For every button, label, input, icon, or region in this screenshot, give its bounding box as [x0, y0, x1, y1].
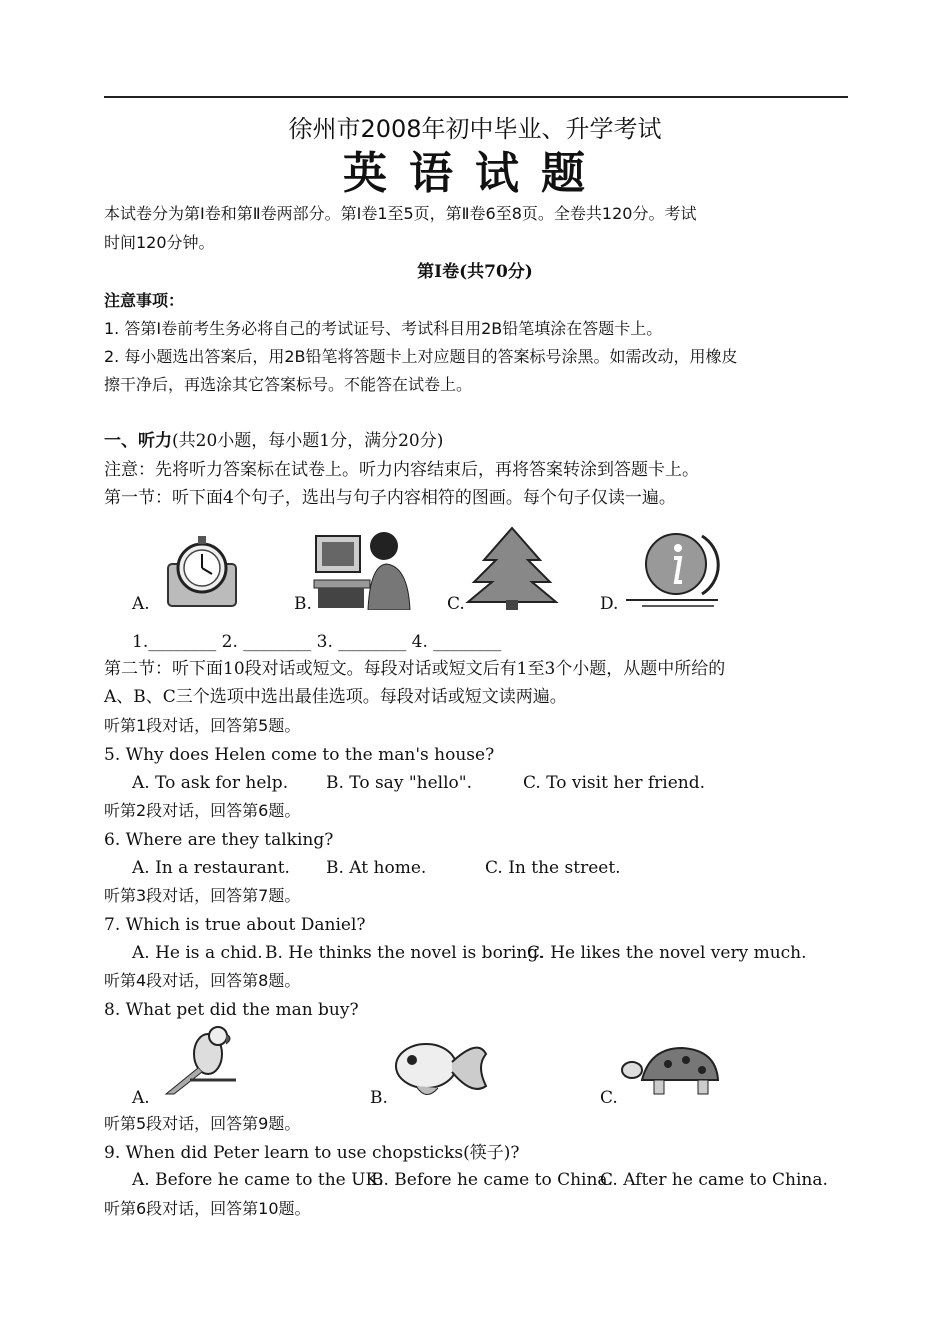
- intro-line: 时间120分钟。: [104, 233, 215, 252]
- computer-user-icon: [312, 526, 412, 614]
- exam-title: 英语试题: [343, 148, 607, 199]
- dialogue-intro: 听第6段对话，回答第10题。: [104, 1199, 311, 1218]
- dialogue-intro: 听第1段对话，回答第5题。: [104, 716, 301, 735]
- notes-item: 2. 每小题选出答案后，用2B铅笔将答题卡上对应题目的答案标号涂黑。如需改动，用橡皮: [104, 347, 738, 366]
- answer-blanks: 1.________ 2. ________ 3. ________ 4. ________: [132, 632, 502, 652]
- section1-instruction: 第一节：听下面4个句子，选出与句子内容相符的图画。每个句子仅读一遍。: [104, 488, 676, 508]
- listening-note: 注意：先将听力答案标在试卷上。听力内容结束后，再将答案转涂到答题卡上。: [104, 460, 699, 480]
- answer-option: A. Before he came to the UK.: [132, 1170, 384, 1190]
- answer-option: A. To ask for help.: [132, 773, 289, 793]
- answer-option: A. In a restaurant.: [132, 858, 290, 878]
- answer-option: C. He likes the novel very much.: [527, 943, 807, 963]
- tree-icon: [464, 526, 560, 614]
- pic-option-label: D.: [600, 594, 619, 614]
- parrot-icon: [156, 1024, 240, 1102]
- question-text: 8. What pet did the man buy?: [104, 1000, 359, 1020]
- intro-line: 本试卷分为第Ⅰ卷和第Ⅱ卷两部分。第Ⅰ卷1至5页，第Ⅱ卷6至8页。全卷共120分。考试: [104, 204, 697, 223]
- dialogue-intro: 听第2段对话，回答第6题。: [104, 801, 301, 820]
- question-text: 6. Where are they talking?: [104, 830, 334, 850]
- alarm-clock-icon: [162, 530, 242, 614]
- top-rule: [104, 96, 848, 98]
- listening-heading-bold: 一、听力: [104, 431, 172, 451]
- answer-option: B. Before he came to China.: [371, 1170, 613, 1190]
- part1-heading: 第Ⅰ卷(共70分): [417, 262, 533, 282]
- answer-option: A. He is a chid.: [132, 943, 263, 963]
- pic-option-label: C.: [447, 594, 465, 614]
- answer-option: B. He thinks the novel is boring.: [265, 943, 544, 963]
- section2-instruction: A、B、C三个选项中选出最佳选项。每段对话或短文读两遍。: [104, 687, 567, 707]
- answer-option: C. In the street.: [485, 858, 621, 878]
- dialogue-intro: 听第5段对话，回答第9题。: [104, 1114, 301, 1133]
- pic-option-label: A.: [132, 594, 150, 614]
- listening-heading: [104, 427, 443, 455]
- dialogue-intro: 听第4段对话，回答第8题。: [104, 971, 301, 990]
- answer-option: B. At home.: [326, 858, 427, 878]
- pic-option-label: A.: [132, 1088, 150, 1108]
- notes-item: 1. 答第Ⅰ卷前考生务必将自己的考试证号、考试科目用2B铅笔填涂在答题卡上。: [104, 319, 663, 338]
- question-text: 9. When did Peter learn to use chopsticks(筷子)?: [104, 1143, 520, 1163]
- answer-option: B. To say "hello".: [326, 773, 472, 793]
- pic-option-label: C.: [600, 1088, 618, 1108]
- pic-option-label: B.: [294, 594, 312, 614]
- pic-option-label: B.: [370, 1088, 388, 1108]
- answer-option: C. After he came to China.: [600, 1170, 828, 1190]
- notes-item: 擦干净后，再选涂其它答案标号。不能答在试卷上。: [104, 375, 473, 394]
- exam-subtitle: 徐州市2008年初中毕业、升学考试: [288, 115, 662, 143]
- question-text: 7. Which is true about Daniel?: [104, 915, 366, 935]
- answer-option: C. To visit her friend.: [523, 773, 705, 793]
- section2-instruction: 第二节：听下面10段对话或短文。每段对话或短文后有1至3个小题，从题中所给的: [104, 659, 726, 679]
- listening-heading-rest: (共20小题，每小题1分，满分20分): [172, 431, 444, 451]
- goldfish-icon: [386, 1032, 490, 1108]
- info-sign-icon: [622, 526, 722, 614]
- notes-heading: 注意事项：: [104, 291, 185, 310]
- turtle-icon: [620, 1044, 724, 1106]
- dialogue-intro: 听第3段对话，回答第7题。: [104, 886, 301, 905]
- question-text: 5. Why does Helen come to the man's house?: [104, 745, 495, 765]
